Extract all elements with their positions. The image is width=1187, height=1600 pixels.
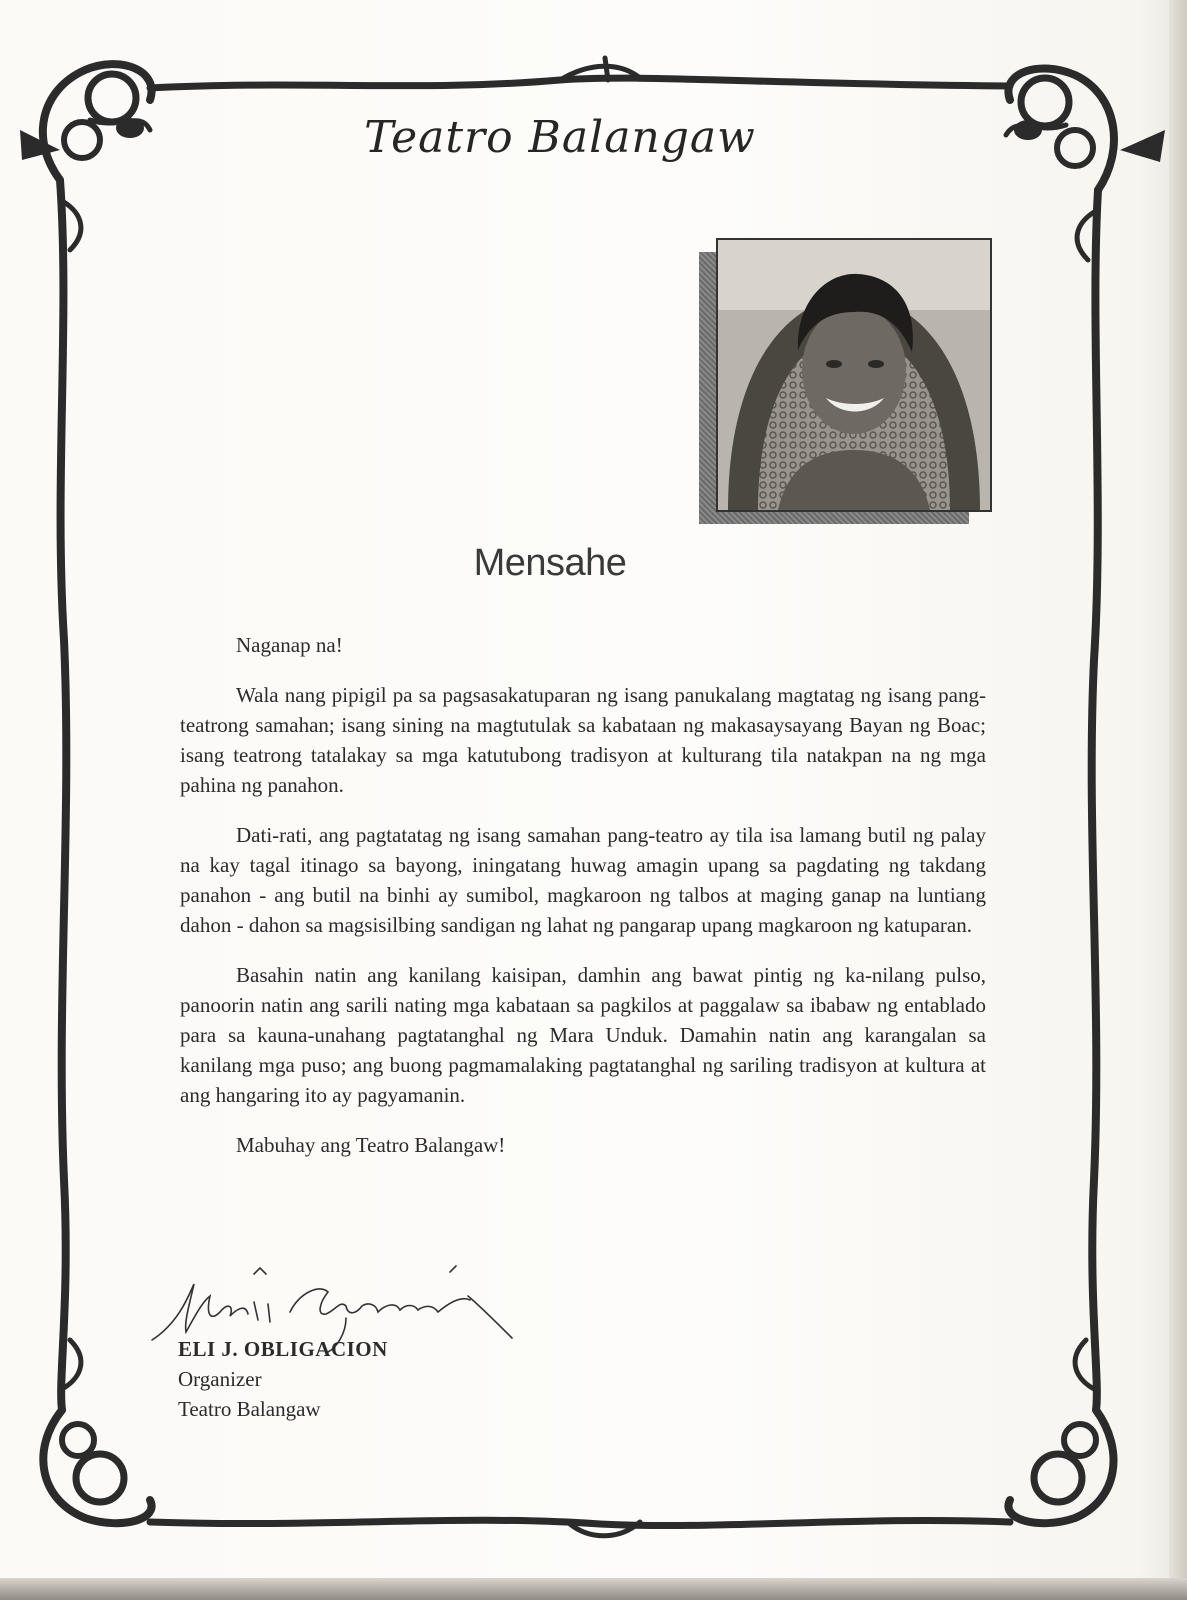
- signer-organization: Teatro Balangaw: [178, 1397, 321, 1421]
- body-paragraph: Wala nang pipigil pa sa pagsasakatuparan ng isang panukalang magtatag ng isang pang-teatrong samahan; isang sining na magtutulak sa kabataan ng makasaysayang Bayan ng Boac; isang teatrong tatalakay sa mga katutubong tradisyon at kulturang tila natakpan na ng mga pahina ng panahon.: [180, 683, 986, 797]
- portrait-illustration: [718, 240, 990, 510]
- masthead-title: Teatro Balangaw: [364, 112, 756, 163]
- greeting-line: Naganap na!: [236, 633, 343, 657]
- portrait-photo: [716, 238, 992, 512]
- body-paragraph: Dati-rati, ang pagtatatag ng isang samahan pang-teatro ay tila isa lamang butil ng palay na kay tagal itinago sa bayong, iningatang huwag amagin upang sa pagdating ng takdang panahon - ang butil na binhi ay sumibol, magkaroon ng talbos at maging ganap na luntiang dahon - dahon sa magsisilbing sandigan ng lahat ng pangarap upang magkaroon ng katuparan.: [180, 823, 986, 937]
- body-paragraph: Basahin natin ang kanilang kaisipan, damhin ang bawat pintig ng ka-nilang pulso, panoorin natin ang sarili nating mga kabataan sa pagkilos at paggalaw sa ibabaw ng entablado para sa kauna-unahang pagtatanghal ng Mara Unduk. Damahin natin ang karangalan sa kanilang mga puso; ang buong pagmamalaking pagtatanghal ng sariling tradisyon at kultura at ang hangaring ito ay pagyamanin.: [180, 963, 986, 1107]
- signer-title: Organizer: [178, 1367, 262, 1391]
- message-heading: Mensahe: [473, 542, 627, 584]
- signer-block: [178, 1334, 388, 1424]
- message-body: [180, 630, 986, 1180]
- closing-line: Mabuhay ang Teatro Balangaw!: [236, 1133, 506, 1157]
- signer-name: ELI J. OBLIGACION: [178, 1337, 388, 1361]
